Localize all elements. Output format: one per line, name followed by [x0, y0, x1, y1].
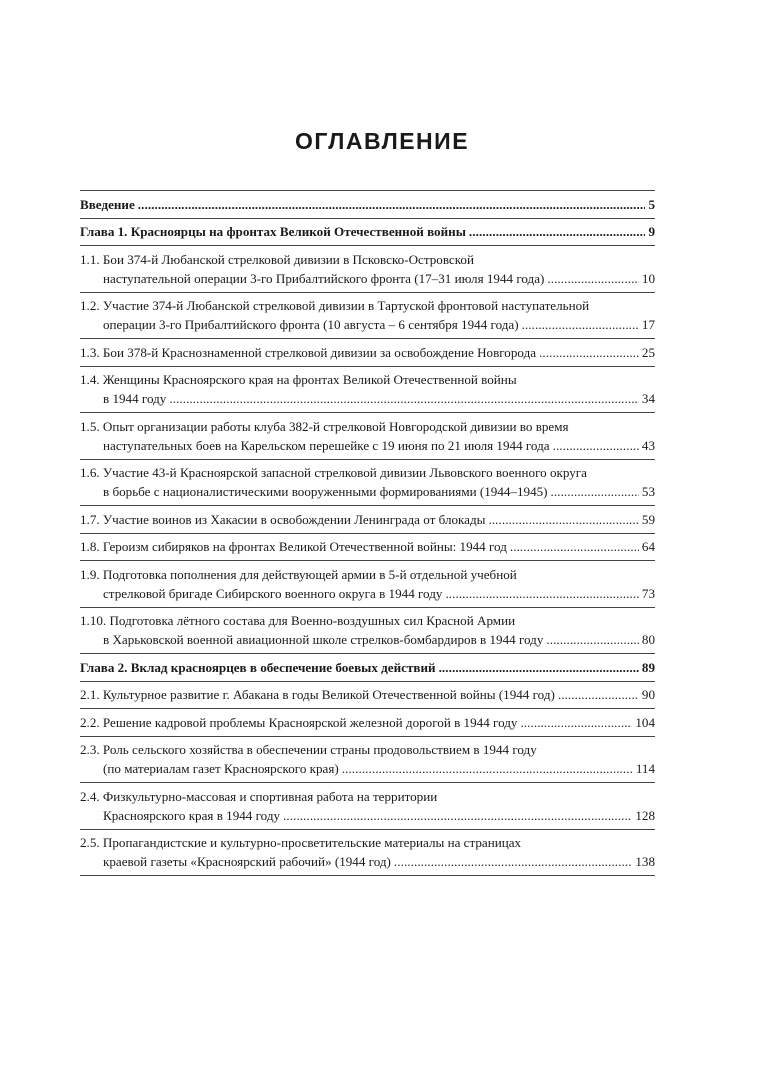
toc-entry-title-line: Красноярского края в 1944 году [103, 807, 281, 823]
toc-page-number: 9 [648, 224, 655, 239]
dot-leader [394, 852, 632, 871]
page-title: ОГЛАВЛЕНИЕ [294, 128, 470, 154]
toc-page-number: 64 [641, 539, 655, 554]
dot-leader [138, 195, 646, 214]
toc-entry-title-line: 2.3. Роль сельского хозяйства в обеспечении страны продовольствием в 1944 году [80, 742, 537, 757]
dot-leader [551, 482, 639, 501]
dot-leader [342, 759, 633, 778]
toc-entry-title-line: 1.3. Бои 378-й Краснознаменной стрелковой дивизии за освобождение Новгорода [80, 344, 537, 360]
dot-leader [283, 806, 632, 825]
toc-entry-title-line: 1.1. Бои 374-й Любанской стрелковой дивизии в Псковско-Островской [80, 251, 474, 267]
toc-entry-title-line: операции 3-го Прибалтийского фронта (10 августа – 6 сентября 1944 года) [103, 317, 519, 332]
toc-entry-title-line: 1.7. Участие воинов из Хакасии в освобождении Ленинграда от блокады [80, 511, 486, 527]
toc-page-number: 17 [641, 317, 655, 332]
toc-page-number: 10 [641, 270, 655, 286]
dot-leader [520, 713, 632, 732]
toc-entry-title-line: 1.10. Подготовка лётного состава для Военно-воздушных сил Красной Армии [80, 613, 516, 628]
toc-entry-title-line: наступательной операции 3-го Прибалтийского фронта (17–31 июля 1944 года) [103, 270, 545, 286]
toc-page-number: 5 [648, 196, 655, 212]
toc-entry-title-line: 1.2. Участие 374-й Любанской стрелковой дивизии в Тартуской фронтовой наступательной [80, 298, 590, 313]
toc-chapter-entry[interactable] [80, 191, 655, 218]
toc-entry-title-line: 2.5. Пропагандистские и культурно-просветительские материалы на страницах [80, 835, 522, 850]
toc-entry-title-line: 1.9. Подготовка пополнения для действующей армии в 5-й отдельной учебной [80, 566, 517, 582]
toc-entry-title-line: 2.2. Решение кадровой проблемы Красноярской железной дорогой в 1944 году [80, 714, 518, 730]
toc-chapter-entry[interactable] [80, 654, 655, 681]
toc-page-number: 80 [641, 632, 655, 647]
toc-section-entry[interactable] [80, 413, 655, 459]
divider [80, 875, 655, 876]
dot-leader [510, 537, 639, 556]
toc-page-number: 114 [635, 761, 655, 776]
toc-entry-title-line: 1.6. Участие 43-й Красноярской запасной стрелковой дивизии Львовского военного округа [80, 465, 587, 480]
toc-page-number: 104 [635, 714, 655, 730]
toc-entry-title-line: (по материалам газет Красноярского края) [103, 761, 339, 776]
toc-entry-title-line: 1.8. Героизм сибиряков на фронтах Великой Отечественной войны: 1944 год [80, 539, 507, 554]
dot-leader [546, 630, 639, 649]
dot-leader [547, 269, 639, 288]
toc-page-number: 73 [641, 585, 655, 601]
toc-entry-title-line: 1.4. Женщины Красноярского края на фронтах Великой Отечественной войны [80, 372, 517, 387]
toc-entry-title-line: 1.5. Опыт организации работы клуба 382-й стрелковой Новгородской дивизии во время [80, 418, 569, 434]
toc-page-number: 59 [641, 511, 655, 527]
toc-page-number: 53 [641, 484, 655, 499]
toc-entry-title-line: стрелковой бригаде Сибирского военного округа в 1944 году [103, 585, 443, 601]
toc-section-entry[interactable] [80, 608, 655, 654]
toc-page-number: 90 [641, 687, 655, 702]
dot-leader [469, 222, 646, 241]
toc-section-entry[interactable] [80, 830, 655, 876]
toc-page-number: 89 [641, 659, 655, 675]
toc-section-entry[interactable] [80, 367, 655, 413]
toc-entry-title-line: краевой газеты «Красноярский рабочий» (1944 год) [103, 854, 391, 869]
toc-entry-title-line: в борьбе с националистическими вооруженными формированиями (1944–1945) [103, 484, 548, 499]
dot-leader [169, 389, 639, 408]
dot-leader [558, 685, 639, 704]
toc-entry-title-line: Глава 1. Красноярцы на фронтах Великой Отечественной войны [80, 224, 466, 239]
toc-section-entry[interactable] [80, 709, 655, 736]
toc-page-number: 25 [641, 344, 655, 360]
toc-entry-title-line: Глава 2. Вклад красноярцев в обеспечение боевых действий [80, 659, 436, 675]
toc-section-entry[interactable] [80, 293, 655, 339]
table-of-contents [80, 190, 655, 876]
toc-section-entry[interactable] [80, 246, 655, 292]
toc-page-number: 43 [641, 437, 655, 453]
dot-leader [553, 436, 639, 455]
toc-page-number: 138 [635, 854, 655, 869]
toc-section-entry[interactable] [80, 737, 655, 783]
toc-entry-title-line: в Харьковской военной авиационной школе стрелков-бомбардиров в 1944 году [103, 632, 544, 647]
dot-leader [445, 584, 638, 603]
toc-section-entry[interactable] [80, 460, 655, 506]
dot-leader [522, 315, 639, 334]
dot-leader [439, 658, 639, 677]
toc-section-entry[interactable] [80, 682, 655, 709]
dot-leader [539, 343, 639, 362]
toc-chapter-entry[interactable] [80, 219, 655, 246]
toc-entry-title-line: 2.4. Физкультурно-массовая и спортивная работа на территории [80, 788, 438, 804]
toc-entry-title-line: Введение [80, 196, 135, 212]
toc-section-entry[interactable] [80, 561, 655, 607]
toc-section-entry[interactable] [80, 506, 655, 533]
toc-entry-title-line: наступательных боев на Карельском перешейке с 19 июня по 21 июля 1944 года [103, 437, 550, 453]
toc-entry-title-line: 2.1. Культурное развитие г. Абакана в годы Великой Отечественной войны (1944 год) [80, 687, 555, 702]
toc-section-entry[interactable] [80, 339, 655, 366]
toc-entry-title-line: в 1944 году [103, 391, 167, 406]
dot-leader [488, 510, 638, 529]
toc-page-number: 128 [635, 807, 655, 823]
toc-section-entry[interactable] [80, 783, 655, 829]
toc-section-entry[interactable] [80, 534, 655, 561]
toc-page-number: 34 [641, 391, 655, 406]
